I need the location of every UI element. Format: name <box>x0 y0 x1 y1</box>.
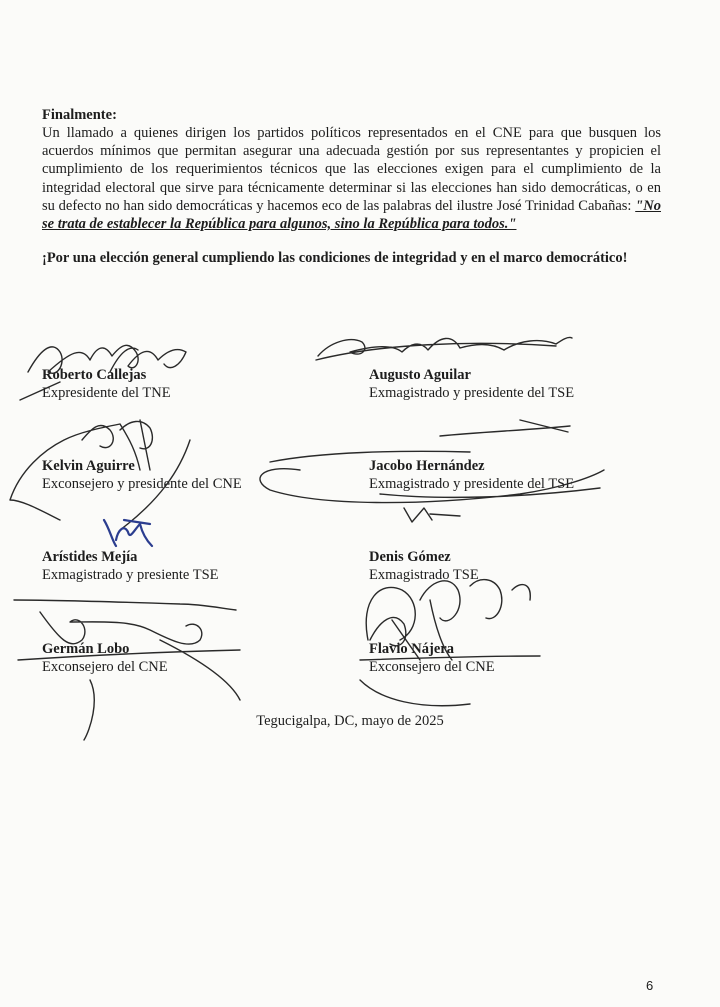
body-paragraph <box>42 124 661 233</box>
signatory-block <box>369 640 495 676</box>
section-heading: Finalmente: <box>42 107 117 123</box>
signatory-name: Germán Lobo <box>42 641 130 657</box>
place-date: Tegucigalpa, DC, mayo de 2025 <box>256 713 444 729</box>
signatory-name: Augusto Aguilar <box>369 367 471 383</box>
signature-augusto-aguilar-extra <box>440 420 570 436</box>
closing-statement: ¡Por una elección general cumpliendo las condiciones de integridad y en el marco democrático! <box>42 250 628 267</box>
signatory-role: Exconsejero y presidente del CNE <box>42 476 242 492</box>
signatory-block <box>42 640 168 676</box>
signatory-block <box>369 548 479 584</box>
signatory-name: Denis Gómez <box>369 549 451 565</box>
signature-augusto-aguilar <box>316 337 572 360</box>
signatory-block <box>42 457 242 493</box>
paragraph-text: Un llamado a quienes dirigen los partidos políticos representados en el CNE para que busquen los acuerdos mínimos que permitan asegurar una adecuada gestión por sus representantes y propicien el cumplimiento de los requerimientos técnicos que las elecciones exigen para el cumplimiento de la integridad electoral que sirve para técnicamente determinar si las elecciones han sido democráticas, o en su defecto no han sido democráticas y hacemos eco de las palabras del ilustre José Trinidad Cabañas: <box>42 125 661 214</box>
signatory-name: Kelvin Aguirre <box>42 458 135 474</box>
signatory-block <box>42 548 219 584</box>
signatory-name: Jacobo Hernández <box>369 458 485 474</box>
main-text <box>42 106 661 268</box>
signature-jacobo-hernandez-extra <box>404 508 460 522</box>
signatory-block <box>369 366 574 402</box>
page-number: 6 <box>646 978 654 993</box>
cabanas-quote: "No se trata de establecer la República para algunos, sino la República para todos." <box>42 197 661 233</box>
signatory-block <box>42 366 171 402</box>
signatory-block <box>369 457 574 493</box>
signatory-role: Expresidente del TNE <box>42 385 171 401</box>
signatory-role: Exconsejero del CNE <box>369 659 495 675</box>
signatory-role: Exmagistrado y presidente del TSE <box>369 476 575 492</box>
signatory-role: Exmagistrado TSE <box>369 567 479 583</box>
signatory-name: Arístides Mejía <box>42 549 138 565</box>
signatory-role: Exconsejero del CNE <box>42 659 168 675</box>
signatory-name: Roberto Callejas <box>42 367 147 383</box>
signature-aristides-mejia <box>104 520 152 546</box>
signatory-name: Flavio Nájera <box>369 641 454 657</box>
signatory-role: Exmagistrado y presidente del TSE <box>369 385 575 401</box>
signatory-role: Exmagistrado y presiente TSE <box>42 567 219 583</box>
